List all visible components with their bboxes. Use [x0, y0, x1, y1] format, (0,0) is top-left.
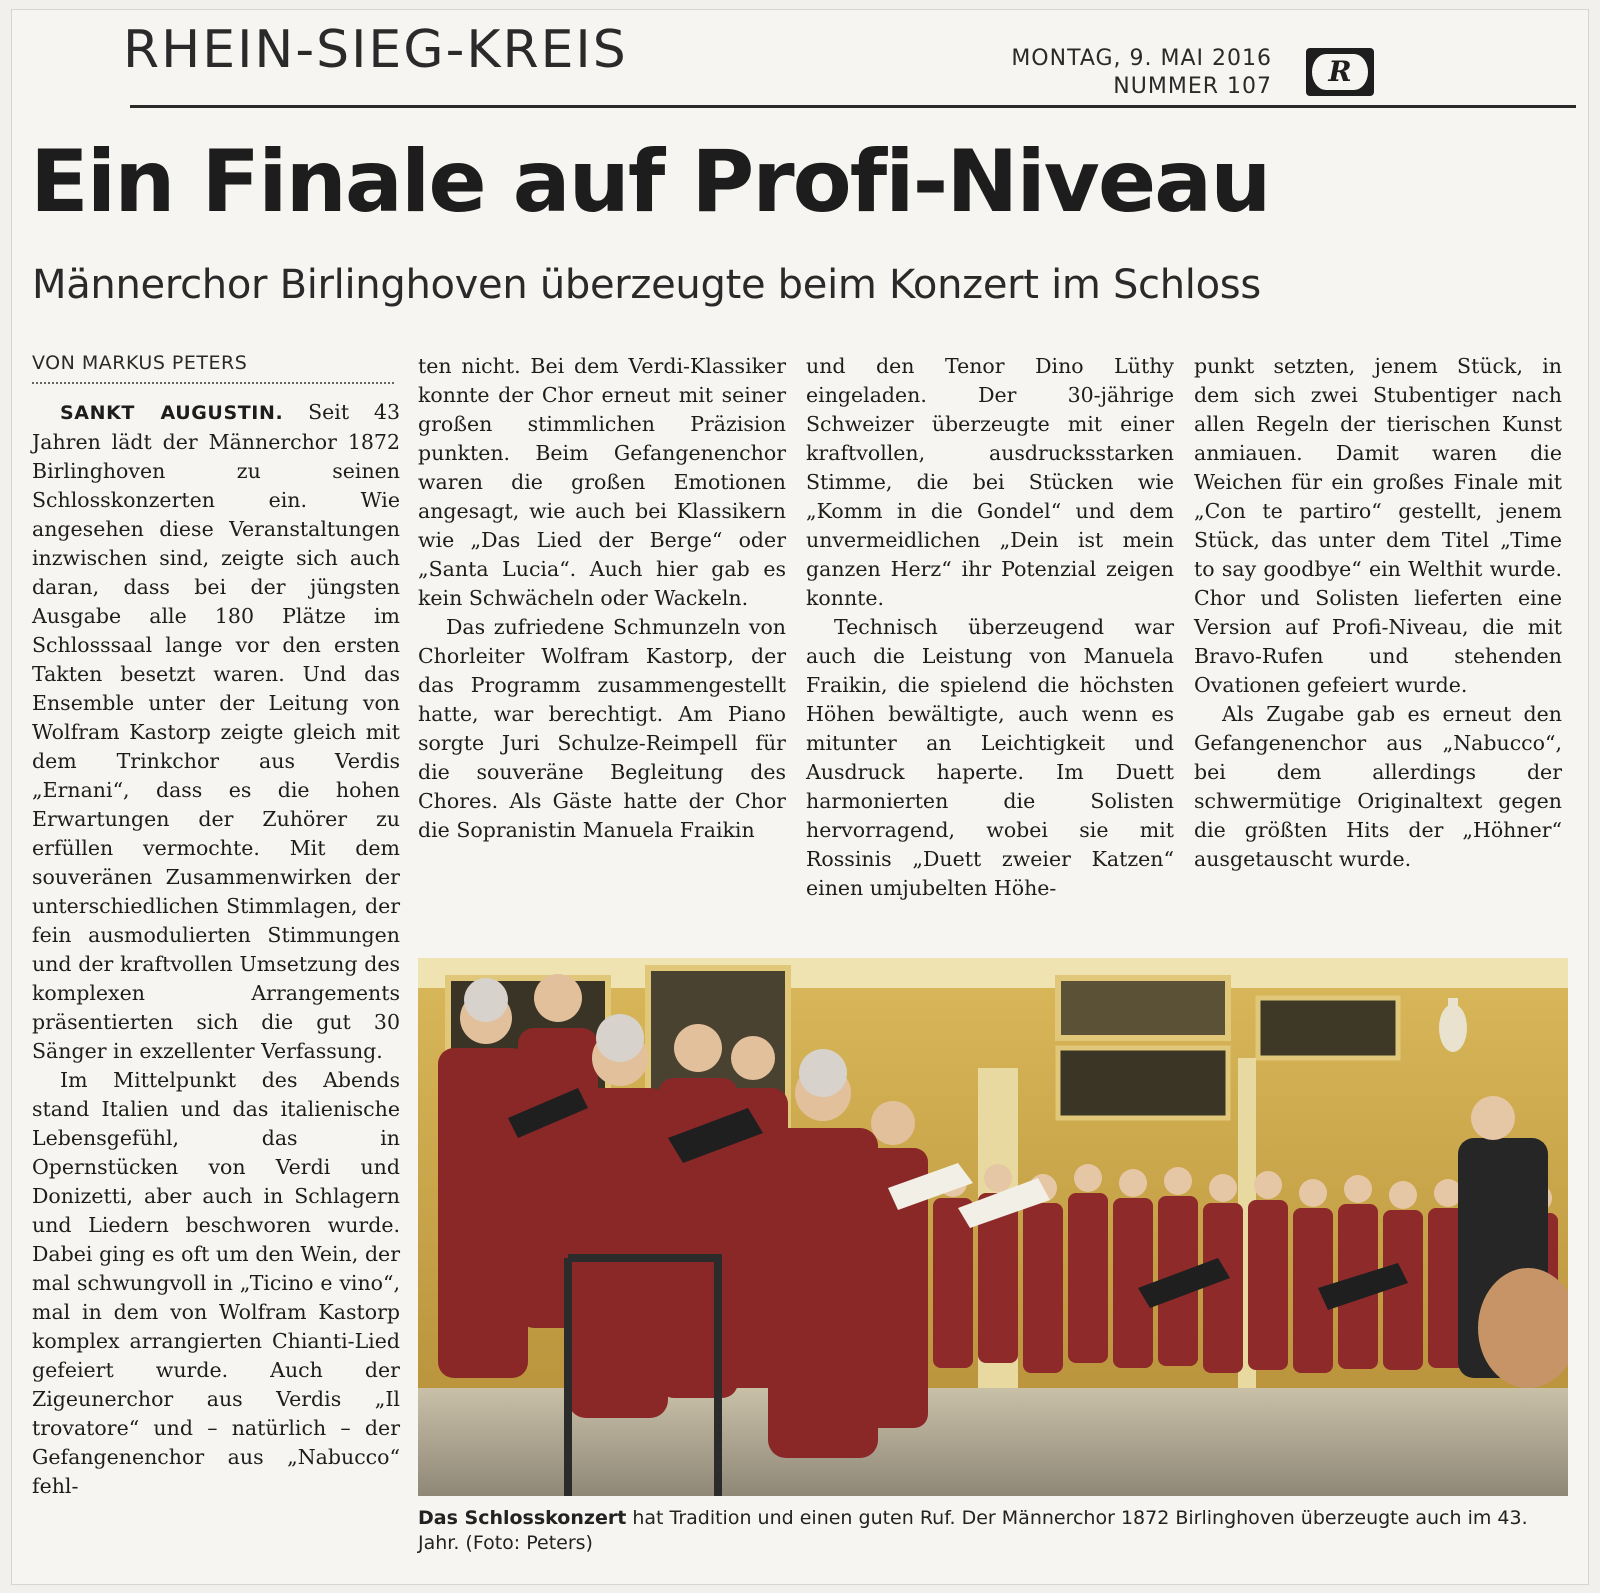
choir-photo	[418, 958, 1568, 1496]
section-title: RHEIN-SIEG-KREIS	[123, 20, 628, 80]
column-3	[806, 352, 1174, 903]
photo-caption	[418, 1506, 1568, 1556]
paragraph: ten nicht. Bei dem Verdi-Klassiker konnte der Chor erneut mit seiner großen stimmlichen Präzision punkten. Beim Gefangenenchor waren die großen Emotionen angesagt, wie auch bei Klassikern wie „Das Lied der Berge“ oder „Santa Lucia“. Auch hier gab es kein Schwächeln oder Wackeln.	[418, 354, 786, 610]
dateline	[920, 45, 1272, 101]
headline: Ein Finale auf Profi-Niveau	[30, 132, 1270, 232]
dateline-place: SANKT AUGUSTIN.	[60, 402, 284, 424]
column-2	[418, 352, 786, 845]
logo-letter: R	[1312, 54, 1368, 90]
choir-photo-illustration	[418, 958, 1568, 1496]
byline: VON MARKUS PETERS	[32, 352, 248, 374]
paragraph	[32, 398, 400, 1066]
paragraph: Technisch überzeugend war auch die Leistung von Manuela Fraikin, die spielend die höchsten Höhen bewältigte, auch wenn es mitunter an Leichtigkeit und Ausdruck haperte. Im Duett harmonierten die Solisten hervorragend, wobei sie mit Rossinis „Duett zweier Katzen“ einen umjubelten Höhe-	[806, 615, 1174, 900]
paragraph-text: Seit 43 Jahren lädt der Männerchor 1872 Birlinghoven zu seinen Schlosskonzerten ein. Wie angesehen diese Veranstaltungen inzwischen sind, zeigte sich auch daran, dass bei der jüngsten Ausgabe alle 180 Plätze im Schlosssaal lange vor den ersten Takten besetzt waren. Und das Ensemble unter der Leitung von Wolfram Kastorp zeigte gleich mit dem Trinkchor aus Verdis „Ernani“, dass es die hohen Erwartungen der Zuhörer zu erfüllen vermochte. Mit dem souveränen Zusammenwirken der unterschiedlichen Stimmlagen, der fein ausmodulierten Stimmungen und der kraftvollen Umsetzung des komplexen Arrangements präsentierten sich die gut 30 Sänger in exzellenter Verfassung.	[32, 400, 400, 1063]
newspaper-logo	[1306, 48, 1374, 96]
caption-text: hat Tradition und einen guten Ruf. Der Männerchor 1872 Birlinghoven überzeugte auch im 43. Jahr. (Foto: Peters)	[418, 1507, 1528, 1554]
issue-date: MONTAG, 9. MAI 2016	[1011, 46, 1272, 71]
column-4	[1194, 352, 1562, 874]
paragraph: und den Tenor Dino Lüthy eingeladen. Der 30-jährige Schweizer überzeugte mit einer kraftvollen, ausdrucksstarken Stimme, die bei Stücken wie „Komm in die Gondel“ und dem unvermeidlichen „Dein ist mein ganzen Herz“ ihr Potenzial zeigen konnte.	[806, 354, 1174, 610]
paragraph: Das zufriedene Schmunzeln von Chorleiter Wolfram Kastorp, der das Programm zusammengestellt hatte, war berechtigt. Am Piano sorgte Juri Schulze-Reimpell für die souveräne Begleitung des Chores. Als Gäste hatte der Chor die Sopranistin Manuela Fraikin	[418, 615, 786, 842]
header-rule	[130, 105, 1576, 108]
issue-number: NUMMER 107	[1113, 74, 1272, 99]
column-1	[32, 398, 400, 1501]
paragraph: Als Zugabe gab es erneut den Gefangenenchor aus „Nabucco“, bei dem allerdings der schwermütige Originaltext gegen die größten Hits der „Höhner“ ausgetauscht wurde.	[1194, 702, 1562, 871]
paragraph: punkt setzten, jenem Stück, in dem sich zwei Stubentiger nach allen Regeln der tierischen Kunst anmiauen. Damit waren die Weichen für ein großes Finale mit „Con te partiro“ gestellt, jenem Stück, das unter dem Titel „Time to say goodbye“ ein Welthit wurde. Chor und Solisten lieferten eine Version auf Profi-Niveau, die mit Bravo-Rufen und stehenden Ovationen gefeiert wurde.	[1194, 354, 1562, 697]
byline-divider	[32, 382, 394, 384]
paragraph: Im Mittelpunkt des Abends stand Italien und das italienische Lebensgefühl, das in Opernstücken von Verdi und Donizetti, aber auch in Schlagern und Liedern beschworen wurde. Dabei ging es oft um den Wein, der mal schwungvoll in „Ticino e vino“, mal in dem von Wolfram Kastorp komplex arrangierten Chianti-Lied gefeiert wurde. Auch der Zigeunerchor aus Verdis „Il trovatore“ und – natürlich – der Gefangenenchor aus „Nabucco“ fehl-	[32, 1068, 400, 1498]
subheadline: Männerchor Birlinghoven überzeugte beim Konzert im Schloss	[32, 262, 1261, 308]
caption-lead: Das Schlosskonzert	[418, 1507, 627, 1529]
